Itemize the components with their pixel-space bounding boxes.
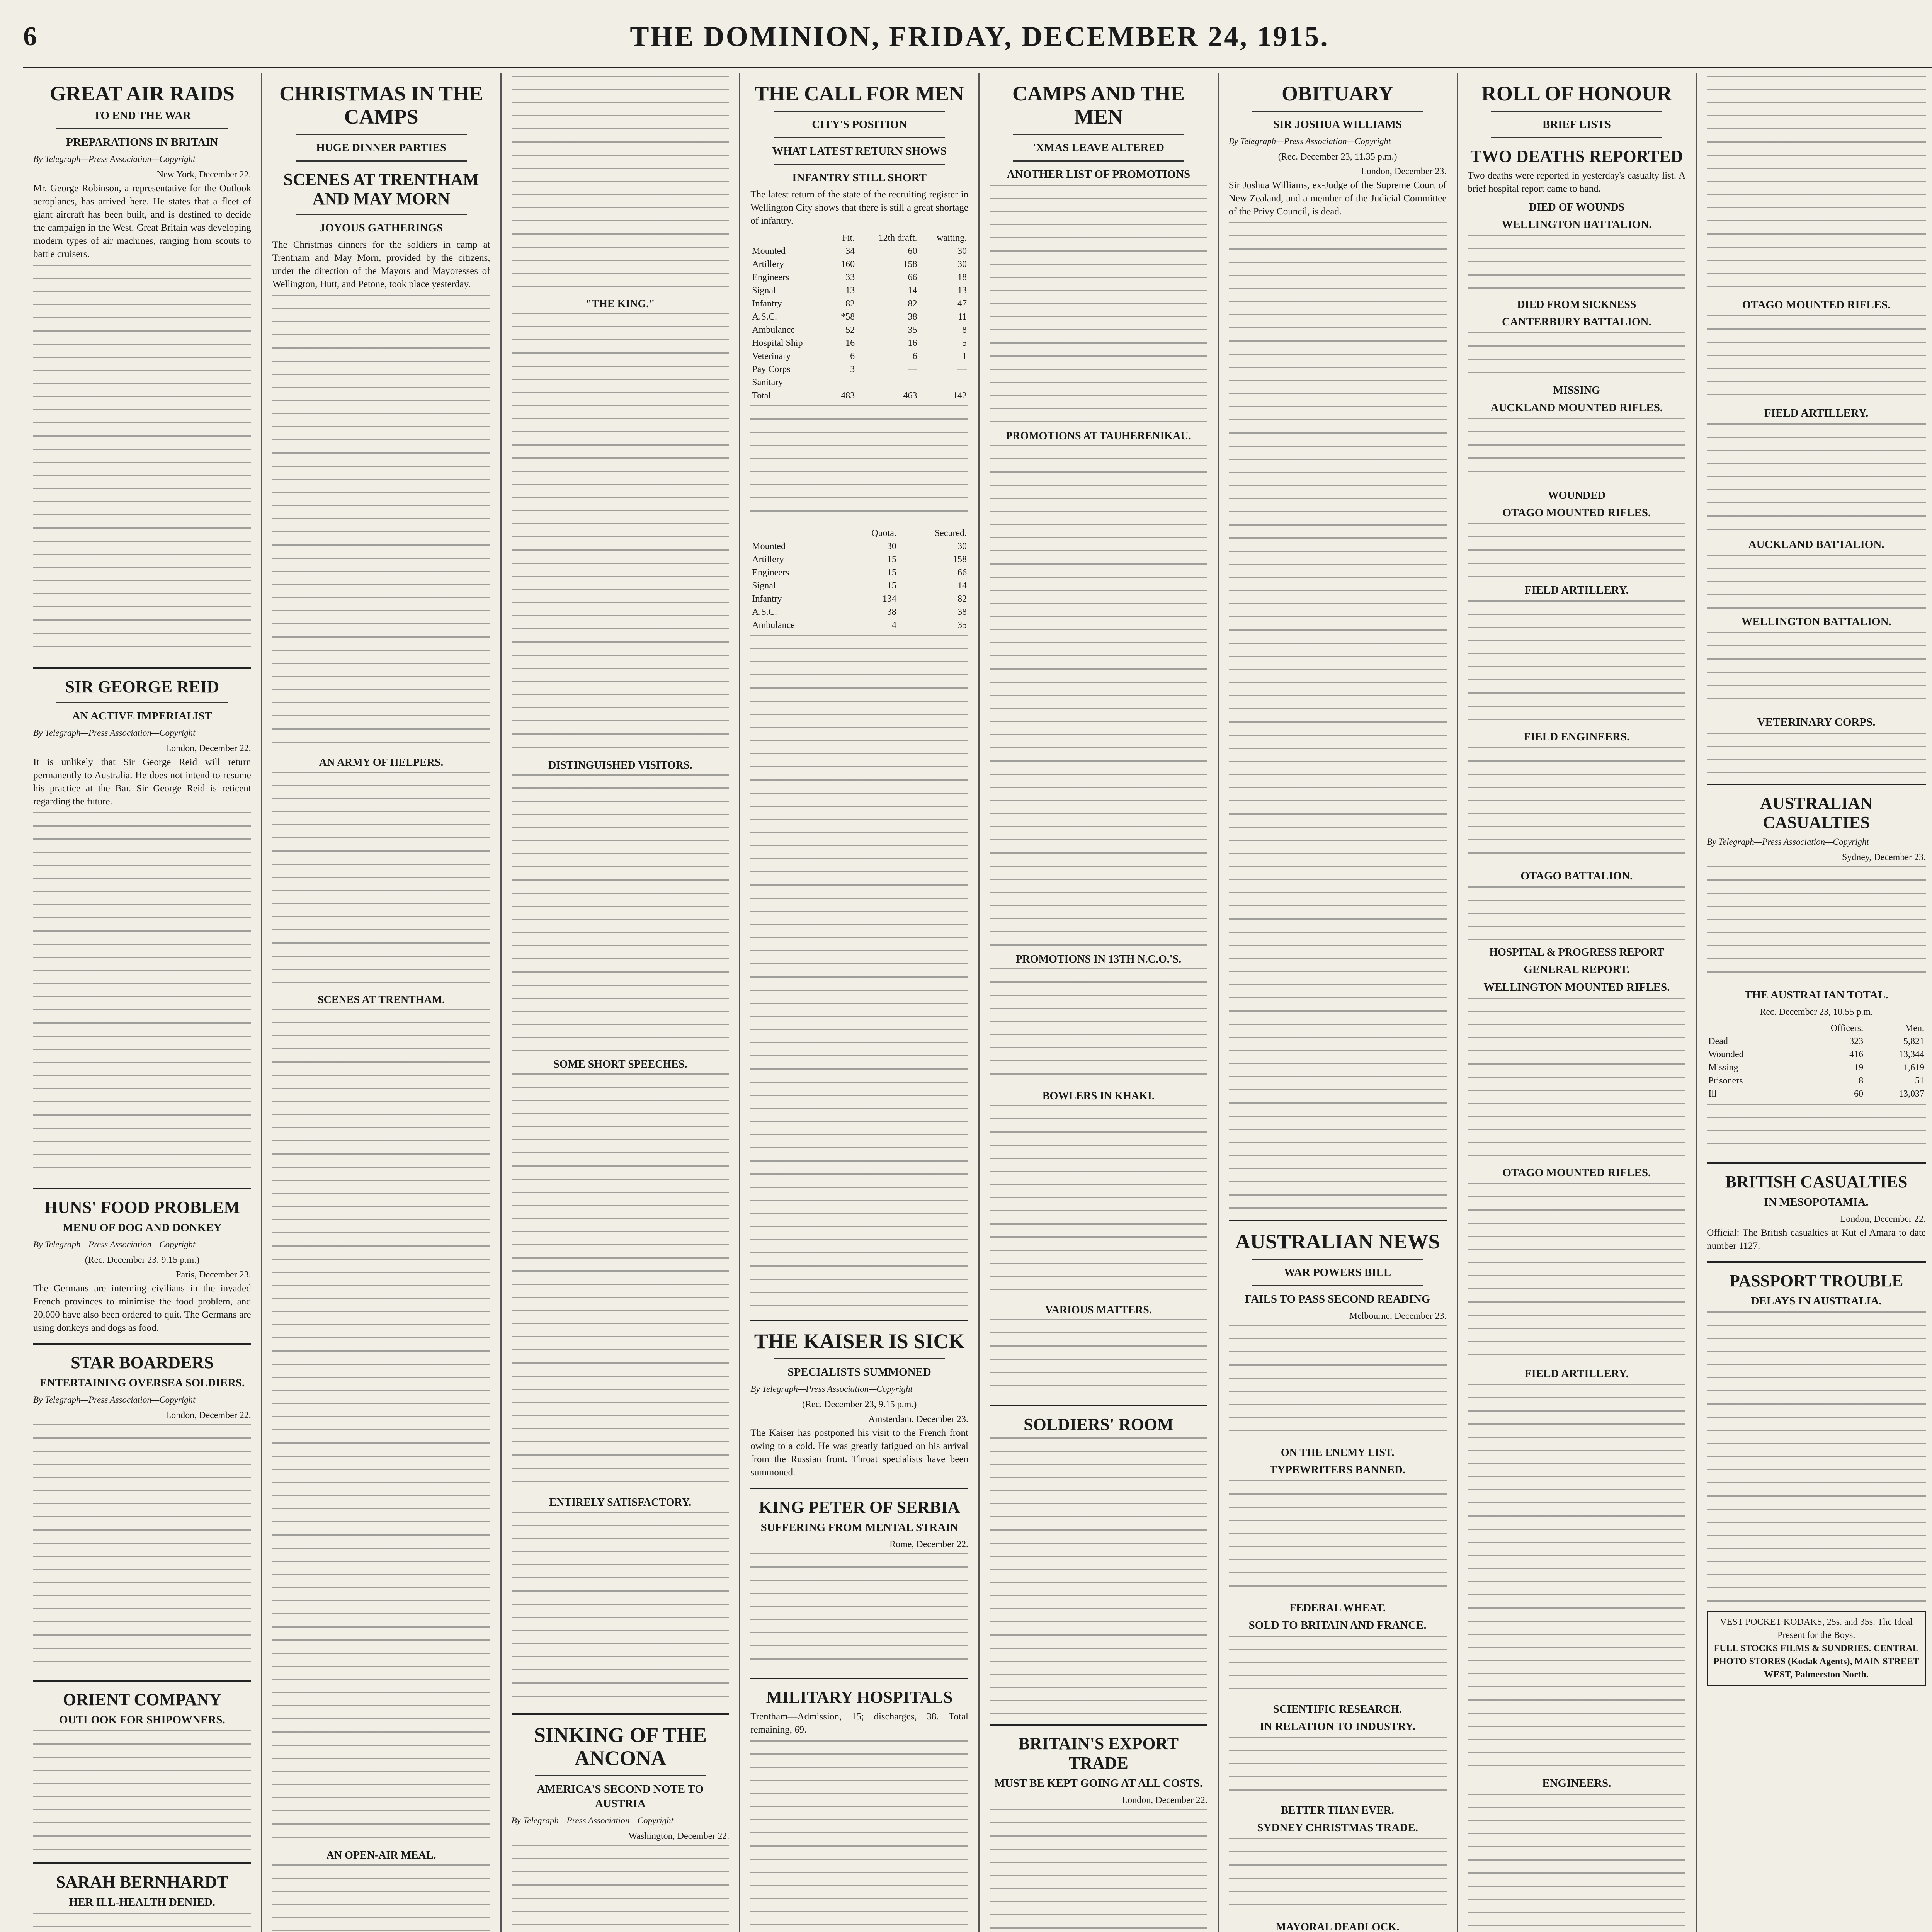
received-line: (Rec. December 23, 11.35 p.m.) (1278, 152, 1397, 162)
subhead: SPECIALISTS SUMMONED (787, 1366, 931, 1378)
subhead-two-deaths: TWO DEATHS REPORTED (1470, 147, 1683, 166)
headline-air-raids: GREAT AIR RAIDS (49, 82, 235, 105)
headline-export-trade: BRITAIN'S EXPORT TRADE (1018, 1734, 1179, 1772)
subhead: TYPEWRITERS BANNED. (1269, 1464, 1406, 1476)
recruiting-table: Fit. 12th draft. waiting. Mounted 34 60 30 Artillery 160 158 30 Engineers 33 66 18 Signal 13 14 13 Infantry 82 82 47 A.S.C. *58 38 11 Ambulance 52 35 8 Hospital Ship 16 16 5 Veterinary 6 6 1 Pay Corps 3 — — Sanitary — — — Total 483 463 142 (750, 231, 968, 402)
section-title: VARIOUS MATTERS. (1045, 1304, 1152, 1316)
dateline: Paris, December 23. (176, 1270, 251, 1280)
subhead: FIELD ARTILLERY. (1524, 584, 1629, 596)
subhead: 'XMAS LEAVE ALTERED (1032, 141, 1164, 154)
credit-line: By Telegraph—Press Association—Copyright (33, 154, 196, 164)
headline-ancona: SINKING OF THE ANCONA (534, 1723, 707, 1770)
article-body: The Kaiser has postponed his visit to the French front owing to a cold. He was greatly fatigued on his arrival from the Russian front. Throat specialists have been summoned. (750, 1428, 968, 1478)
table-row: Pay Corps 3 — — (752, 364, 967, 374)
subhead: GENERAL REPORT. (1524, 963, 1630, 976)
subhead-trentham: SCENES AT TRENTHAM AND MAY MORN (283, 170, 479, 208)
dateline: London, December 22. (165, 1410, 251, 1420)
column-2 (262, 73, 502, 1932)
columns (23, 73, 1932, 1932)
headline-australian-casualties: AUSTRALIAN CASUALTIES (1760, 794, 1873, 832)
subhead: OTAGO MOUNTED RIFLES. (1742, 299, 1891, 311)
subhead: PREPARATIONS IN BRITAIN (66, 136, 218, 148)
subhead: HER ILL-HEALTH DENIED. (69, 1896, 216, 1908)
table-row: Infantry 134 82 (752, 594, 967, 604)
section-title: AN ARMY OF HELPERS. (319, 757, 444, 769)
dateline: Sydney, December 23. (1842, 852, 1926, 862)
article-body: Sir Joshua Williams, ex-Judge of the Supreme Court of New Zealand, and a member of the Judicial Committee of the Privy Council, is dead. (1228, 180, 1447, 217)
subhead: ENTERTAINING OVERSEA SOLDIERS. (39, 1377, 245, 1389)
subhead: AUCKLAND BATTALION. (1748, 538, 1884, 551)
subhead: IN RELATION TO INDUSTRY. (1260, 1720, 1415, 1733)
table-row: A.S.C. 38 38 (752, 607, 967, 617)
table-row: Ambulance 4 35 (752, 620, 967, 630)
column-5 (980, 73, 1219, 1932)
table-row: Total 483 463 142 (752, 391, 967, 401)
section-title: PROMOTIONS AT TAUHERENIKAU. (1006, 430, 1191, 442)
subhead: WHAT LATEST RETURN SHOWS (772, 145, 947, 157)
headline-british-casualties: BRITISH CASUALTIES (1725, 1172, 1908, 1191)
subhead: MUST BE KEPT GOING AT ALL COSTS. (994, 1777, 1203, 1789)
subhead: THE AUSTRALIAN TOTAL. (1744, 989, 1888, 1001)
table-row: Mounted 34 60 30 (752, 246, 967, 256)
table-row: Dead 323 5,821 (1708, 1036, 1924, 1046)
dateline: London, December 23. (1361, 167, 1447, 177)
subhead: AN ACTIVE IMPERIALIST (72, 710, 213, 722)
section-title: SCENES AT TRENTHAM. (318, 994, 445, 1006)
table-row: Artillery 160 158 30 (752, 259, 967, 269)
masthead (23, 8, 1932, 68)
section-title: ON THE ENEMY LIST. (1281, 1447, 1395, 1459)
column-8 (1697, 73, 1932, 1932)
table-row: Ambulance 52 35 8 (752, 325, 967, 335)
headline-kaiser-sick: THE KAISER IS SICK (754, 1330, 965, 1353)
column-3 (502, 73, 741, 1932)
table-row: A.S.C. *58 38 11 (752, 312, 967, 322)
section-title: ENTIRELY SATISFACTORY. (549, 1497, 692, 1509)
headline-huns-food: HUNS' FOOD PROBLEM (44, 1198, 240, 1217)
subhead: WELLINGTON BATTALION. (1502, 218, 1652, 231)
subhead: OTAGO BATTALION. (1520, 870, 1633, 882)
table-row: Engineers 15 66 (752, 568, 967, 578)
advert-kodaks: VEST POCKET KODAKS, 25s. and 35s. The Ideal Present for the Boys. FULL STOCKS FILMS & SUNDRIES. CENTRAL PHOTO STORES (Kodak Agents), MAIN STREET WEST, Palmerston North. (1707, 1611, 1926, 1686)
headline-australian-news: AUSTRALIAN NEWS (1235, 1230, 1440, 1253)
section-title: SOME SHORT SPEECHES. (553, 1058, 687, 1070)
table-row: Ill 60 13,037 (1708, 1089, 1924, 1099)
table-row: Artillery 15 158 (752, 554, 967, 565)
received-line: (Rec. December 23, 9.15 p.m.) (802, 1400, 917, 1410)
subhead: INFANTRY STILL SHORT (792, 172, 927, 184)
section-title: DIED FROM SICKNESS (1517, 299, 1636, 311)
table-row: Prisoners 8 51 (1708, 1076, 1924, 1086)
dateline: New York, December 22. (156, 170, 251, 180)
subhead: TO END THE WAR (93, 109, 191, 122)
section-title: BETTER THAN EVER. (1281, 1804, 1395, 1816)
subhead: HUGE DINNER PARTIES (316, 141, 447, 154)
section-title: HOSPITAL & PROGRESS REPORT (1489, 946, 1664, 958)
subhead: ENGINEERS. (1542, 1777, 1611, 1789)
subhead: SOLD TO BRITAIN AND FRANCE. (1248, 1619, 1427, 1631)
article-body: The Christmas dinners for the soldiers in camp at Trentham and May Morn, provided by the citizens, under the direction of the Mayors and Mayoresses of Wellington, Hutt, and Petone, took place yesterday. (272, 240, 490, 289)
article-body: It is unlikely that Sir George Reid will return permanently to Australia. He does not intend to resume his practice at the Bar. Sir George Reid is reticent regarding the future. (33, 757, 251, 807)
subhead: BRIEF LISTS (1542, 118, 1611, 131)
headline-roll-of-honour: ROLL OF HONOUR (1481, 82, 1672, 105)
subhead: AUCKLAND MOUNTED RIFLES. (1490, 401, 1663, 414)
table-row: Missing 19 1,619 (1708, 1063, 1924, 1073)
table-row: Mounted 30 30 (752, 541, 967, 551)
subhead: WELLINGTON BATTALION. (1741, 616, 1891, 628)
subhead: IN MESOPOTAMIA. (1764, 1196, 1869, 1208)
subhead: ANOTHER LIST OF PROMOTIONS (1007, 168, 1190, 180)
subhead: CANTERBURY BATTALION. (1502, 316, 1651, 328)
subhead: SUFFERING FROM MENTAL STRAIN (760, 1521, 958, 1534)
dateline: Amsterdam, December 23. (868, 1414, 968, 1424)
subhead: FIELD ENGINEERS. (1524, 731, 1630, 743)
casualty-table: Officers. Men. Dead 323 5,821 Wounded 416 13,344 Missing 19 1,619 Prisoners 8 51 Ill 60 13,037 (1707, 1022, 1926, 1100)
credit-line: By Telegraph—Press Association—Copyright (33, 1240, 196, 1249)
subhead: JOYOUS GATHERINGS (319, 222, 443, 234)
dateline: Rome, December 22. (889, 1539, 968, 1549)
subhead: FIELD ARTILLERY. (1764, 407, 1869, 419)
table-row: Engineers 33 66 18 (752, 272, 967, 282)
table-row: Signal 13 14 13 (752, 286, 967, 296)
article-body: Two deaths were reported in yesterday's casualty list. A brief hospital report came to hand. (1468, 170, 1686, 194)
headline-soldiers-room: SOLDIERS' ROOM (1024, 1415, 1173, 1434)
headline-military-hospitals: MILITARY HOSPITALS (766, 1688, 953, 1707)
section-title: DIED OF WOUNDS (1529, 201, 1625, 213)
subhead: SIR JOSHUA WILLIAMS (1273, 118, 1402, 131)
section-title: WOUNDED (1548, 490, 1606, 502)
column-6 (1219, 73, 1458, 1932)
section-title: BOWLERS IN KHAKI. (1042, 1090, 1155, 1102)
section-title: MAYORAL DEADLOCK. (1276, 1921, 1400, 1932)
article-body: The latest return of the state of the recruiting register in Wellington City shows that there is still a great shortage of infantry. (750, 189, 968, 226)
subhead: WELLINGTON MOUNTED RIFLES. (1483, 981, 1670, 993)
article-body: The Germans are interning civilians in the invaded French provinces to minimise the food problem, and 20,000 have also been ordered to quit. The Germans are using donkeys and dogs as food. (33, 1283, 251, 1333)
dateline: Melbourne, December 23. (1349, 1311, 1447, 1321)
headline-star-boarders: STAR BOARDERS (71, 1353, 214, 1372)
subhead: WAR POWERS BILL (1284, 1266, 1391, 1279)
subhead: VETERINARY CORPS. (1757, 716, 1876, 728)
section-title: "THE KING." (585, 298, 655, 310)
subhead: SYDNEY CHRISTMAS TRADE. (1257, 1821, 1418, 1834)
section-title: FEDERAL WHEAT. (1289, 1602, 1386, 1614)
subhead: DELAYS IN AUSTRALIA. (1751, 1295, 1882, 1307)
subhead: OTAGO MOUNTED RIFLES. (1502, 507, 1651, 519)
subhead: MENU OF DOG AND DONKEY (63, 1221, 222, 1234)
table-row: Sanitary — — — (752, 378, 967, 388)
section-title: MISSING (1553, 384, 1600, 396)
received-line: (Rec. December 23, 9.15 p.m.) (85, 1255, 200, 1265)
subhead: OUTLOOK FOR SHIPOWNERS. (59, 1714, 225, 1726)
headline-passport-trouble: PASSPORT TROUBLE (1729, 1271, 1903, 1290)
table-row: Veterinary 6 6 1 (752, 351, 967, 361)
table-row: Infantry 82 82 47 (752, 299, 967, 309)
headline-christmas-camps: CHRISTMAS IN THE CAMPS (279, 82, 483, 128)
credit-line: By Telegraph—Press Association—Copyright (511, 1816, 674, 1825)
section-title: PROMOTIONS IN 13TH N.C.O.'S. (1015, 953, 1182, 965)
subhead: AMERICA'S SECOND NOTE TO AUSTRIA (537, 1783, 704, 1810)
headline-orient: ORIENT COMPANY (63, 1690, 221, 1709)
page-number: 6 (23, 22, 38, 51)
headline-camps-men: CAMPS AND THE MEN (1012, 82, 1185, 128)
section-title: SCIENTIFIC RESEARCH. (1273, 1703, 1402, 1715)
article-body: Trentham—Admission, 15; discharges, 38. Total remaining, 69. (750, 1711, 968, 1735)
headline-call-for-men: THE CALL FOR MEN (755, 82, 964, 105)
newspaper-title: THE DOMINION, FRIDAY, DECEMBER 24, 1915. (630, 20, 1329, 53)
column-7 (1458, 73, 1697, 1932)
dateline: Washington, December 22. (628, 1831, 730, 1841)
subhead: OTAGO MOUNTED RIFLES. (1502, 1167, 1651, 1179)
received-line: Rec. December 23, 10.55 p.m. (1760, 1007, 1873, 1017)
subhead: CITY'S POSITION (812, 118, 907, 131)
headline-george-reid: SIR GEORGE REID (65, 677, 219, 696)
credit-line: By Telegraph—Press Association—Copyright (33, 1395, 196, 1405)
section-title: DISTINGUISHED VISITORS. (548, 759, 692, 771)
credit-line: By Telegraph—Press Association—Copyright (1228, 136, 1391, 146)
article-body: Mr. George Robinson, a representative for the Outlook aeroplanes, has arrived here. He states that a fleet of giant aircraft has been built, and is destined to decide the campaign in the West. Great Britain was developing modern types of air machines, ranging from scouts to battle cruisers. (33, 183, 251, 259)
subhead: FAILS TO PASS SECOND READING (1245, 1293, 1430, 1305)
section-title: AN OPEN-AIR MEAL. (326, 1849, 436, 1861)
article-body: Official: The British casualties at Kut el Amara to date number 1127. (1707, 1228, 1926, 1251)
credit-line: By Telegraph—Press Association—Copyright (33, 728, 196, 738)
headline-obituary: OBITUARY (1282, 82, 1394, 105)
subhead: FIELD ARTILLERY. (1524, 1367, 1629, 1380)
dateline: London, December 22. (165, 743, 251, 753)
dateline: London, December 22. (1840, 1214, 1926, 1224)
quota-table: Quota. Secured. Mounted 30 30 Artillery 15 158 Engineers 15 66 Signal 15 14 Infantry 134 82 A.S.C. 38 38 Ambulance 4 35 (750, 527, 968, 632)
headline-bernhardt: SARAH BERNHARDT (56, 1872, 228, 1891)
credit-line: By Telegraph—Press Association—Copyright (750, 1384, 913, 1394)
column-1 (23, 73, 262, 1932)
table-row: Hospital Ship 16 16 5 (752, 338, 967, 348)
headline-king-peter: KING PETER OF SERBIA (759, 1498, 960, 1517)
dateline: London, December 22. (1122, 1795, 1208, 1805)
credit-line: By Telegraph—Press Association—Copyright (1707, 837, 1869, 847)
table-row: Wounded 416 13,344 (1708, 1049, 1924, 1060)
column-4 (740, 73, 980, 1932)
table-row: Signal 15 14 (752, 581, 967, 591)
